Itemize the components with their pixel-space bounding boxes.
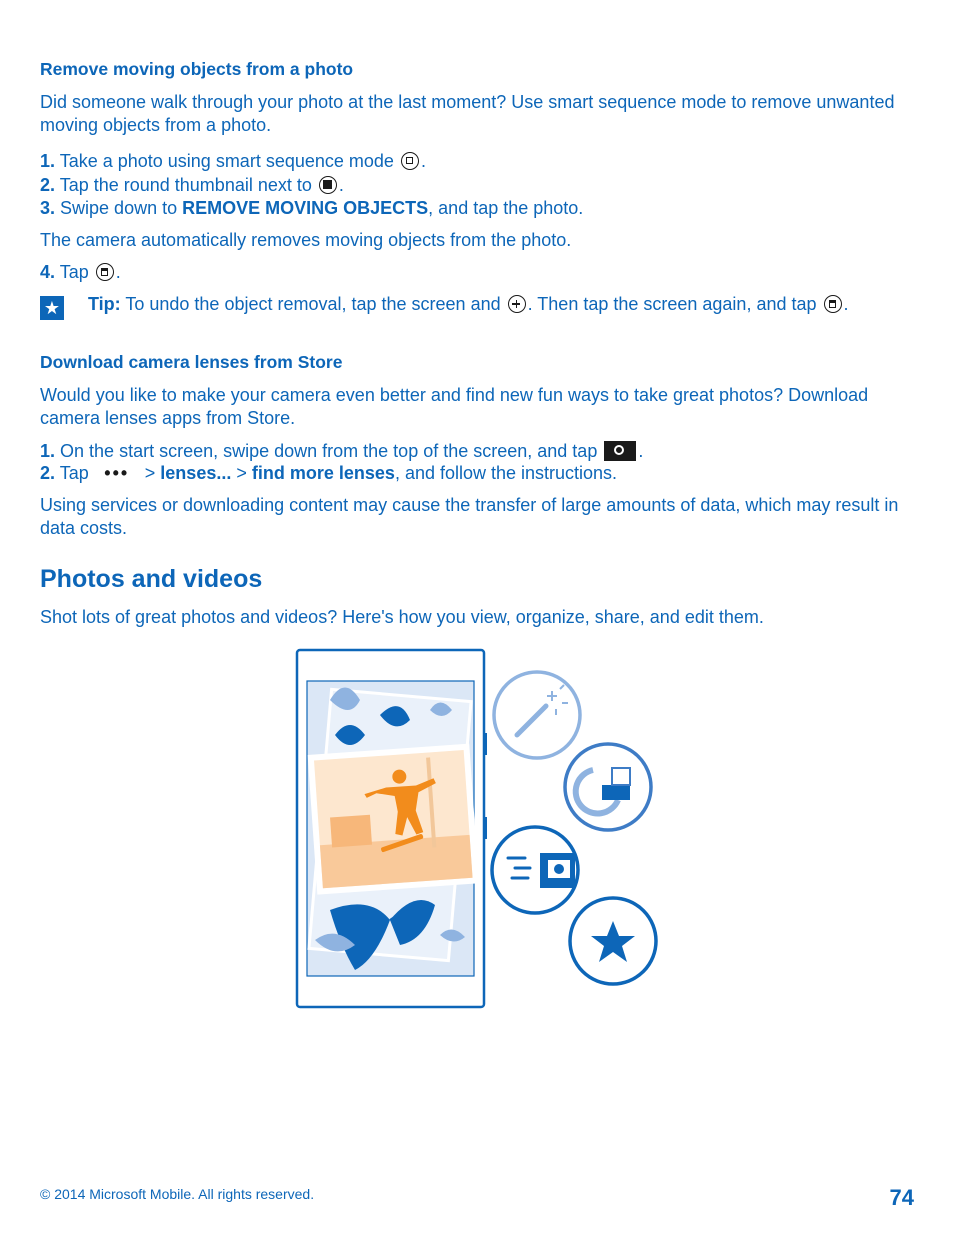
lenses-menu-label: lenses... xyxy=(160,463,232,483)
find-more-lenses-label: find more lenses xyxy=(251,463,395,483)
auto-remove-text: The camera automatically removes moving objects from the photo. xyxy=(40,230,572,250)
step-number: 3. xyxy=(40,198,56,218)
more-dots-icon: ••• xyxy=(104,463,130,483)
step-text: Tap the round thumbnail next to xyxy=(59,175,312,195)
step-number: 1. xyxy=(40,441,56,461)
section-heading-photos-videos: Photos and videos xyxy=(40,565,263,593)
section-heading-remove-moving-objects: Remove moving objects from a photo xyxy=(40,59,354,79)
save-icon xyxy=(96,263,114,281)
step-2-thumbnail: 2. Tap the round thumbnail next to . xyxy=(40,175,344,195)
data-cost-note: Using services or downloading content may cause the transfer of large amounts of data, which may result in data costs. xyxy=(40,495,899,538)
step-text-post: , and tap the photo. xyxy=(428,198,584,218)
step-bold-command: REMOVE MOVING OBJECTS xyxy=(182,198,429,218)
step-1-start-screen: 1. On the start screen, swipe down from the top of the screen, and tap . xyxy=(40,441,644,461)
tip-star-icon: ★ xyxy=(40,296,64,320)
section-intro-remove: Did someone walk through your photo at the last moment? Use smart sequence mode to remove unwanted moving objects from a photo. xyxy=(40,92,895,135)
page-number: 74 xyxy=(889,1185,914,1210)
step-text: Swipe down to xyxy=(60,198,178,218)
tip-text: Tip: To undo the object removal, tap the screen and . Then tap the screen again, and tap . xyxy=(88,294,849,314)
step-number: 2. xyxy=(40,463,56,483)
favorite-star-icon xyxy=(570,898,656,984)
step-4-tap-save: 4. Tap . xyxy=(40,262,121,282)
step-text: Tap xyxy=(59,262,89,282)
rotate-crop-icon xyxy=(565,744,651,830)
step-1-smart-sequence: 1. Take a photo using smart sequence mode . xyxy=(40,151,426,171)
tip-label: Tip: xyxy=(88,294,121,314)
step-text: Tap xyxy=(59,463,89,483)
step-text: Take a photo using smart sequence mode xyxy=(59,151,394,171)
add-icon xyxy=(508,295,526,313)
share-icon xyxy=(492,827,578,913)
section-heading-download-lenses: Download camera lenses from Store xyxy=(40,352,343,372)
section-intro-photos: Shot lots of great photos and videos? Here's how you view, organize, share, and edit them. xyxy=(40,607,764,627)
edit-wand-icon xyxy=(494,672,580,758)
step-number: 1. xyxy=(40,151,56,171)
step-3-swipe xyxy=(40,198,583,219)
step-2-lenses: 2. Tap ••• > lenses... > find more lenses, and follow the instructions. xyxy=(40,463,618,483)
photos-illustration xyxy=(290,645,670,1015)
save-icon xyxy=(824,295,842,313)
step-number: 2. xyxy=(40,175,56,195)
section-intro-lenses: Would you like to make your camera even better and find new fun ways to take great photos? Download camera lenses apps from Store. xyxy=(40,385,869,428)
step-text: On the start screen, swipe down from the top of the screen, and tap xyxy=(60,441,598,461)
camera-shutter-icon xyxy=(319,176,337,194)
step-number: 4. xyxy=(40,262,56,282)
smart-sequence-icon xyxy=(401,152,419,170)
copyright: © 2014 Microsoft Mobile. All rights reserved. xyxy=(40,1186,315,1202)
camera-icon xyxy=(604,441,636,461)
